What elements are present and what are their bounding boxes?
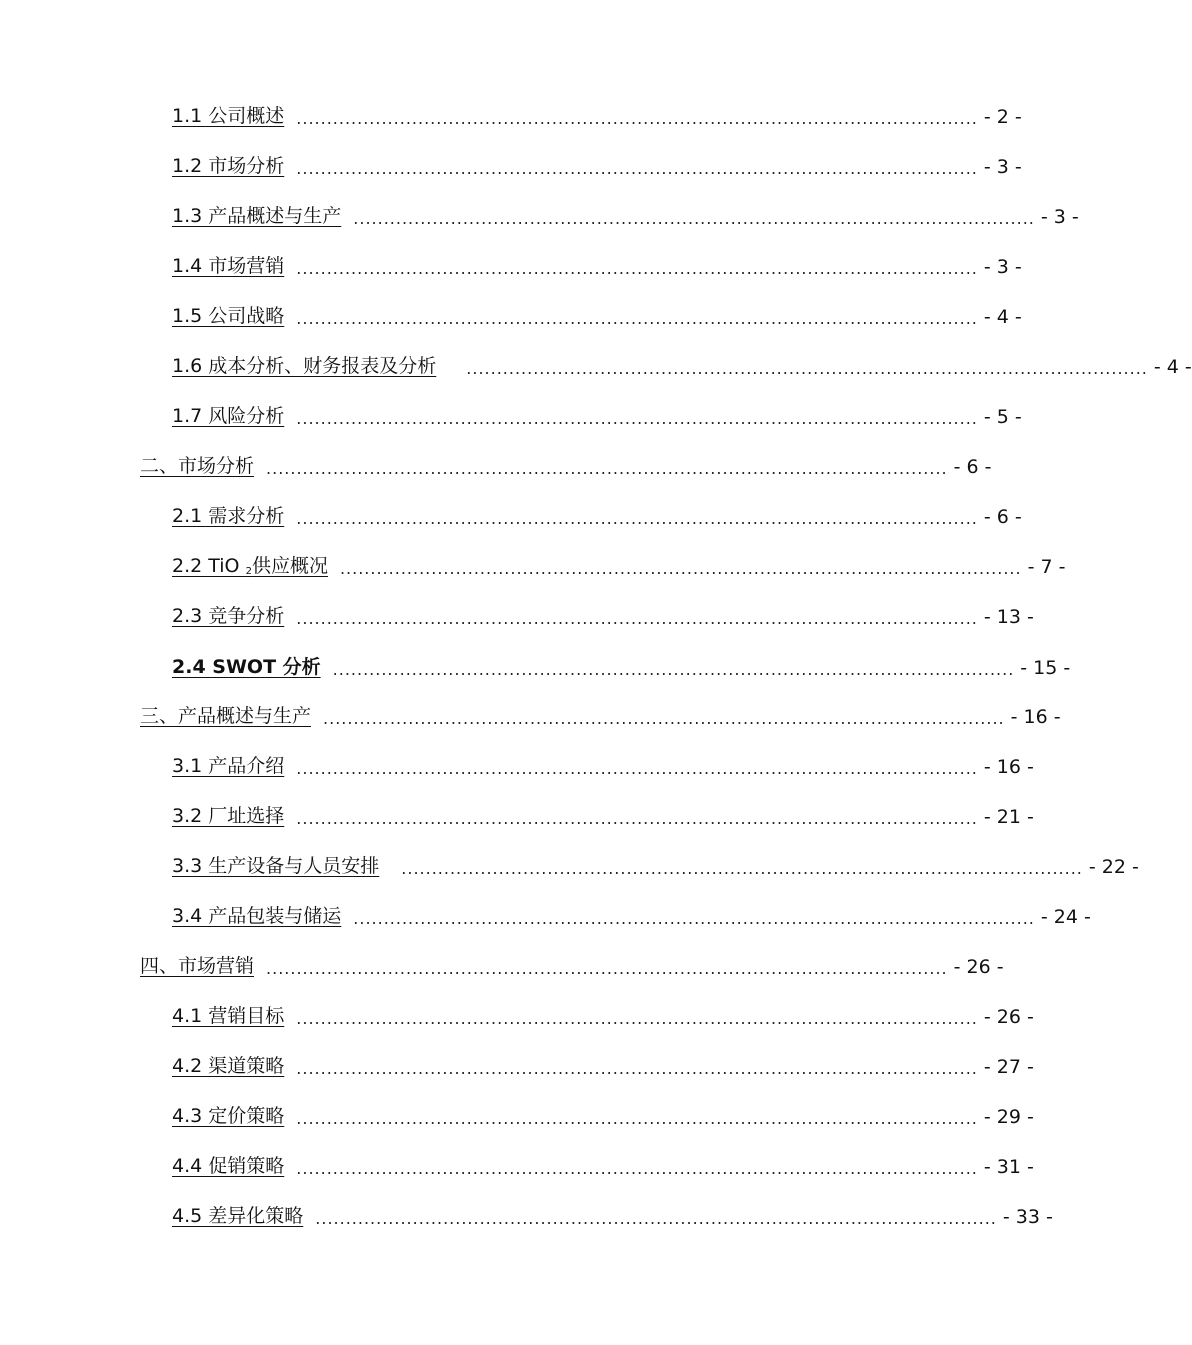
toc-leader: ................................................................................................................ bbox=[296, 309, 978, 328]
toc-entry-label: 2.3 竞争分析 bbox=[172, 605, 285, 627]
toc-leader: ................................................................................................................ bbox=[332, 660, 1015, 679]
toc-leader: ................................................................................................................ bbox=[296, 409, 978, 428]
toc-entry-label: 1.2 市场分析 bbox=[172, 155, 285, 177]
toc-entry[interactable] bbox=[172, 500, 1022, 528]
toc-leader: ................................................................................................................ bbox=[296, 759, 978, 778]
toc-entry[interactable] bbox=[172, 150, 1022, 178]
toc-page-number: - 26 - bbox=[953, 956, 1004, 978]
toc-page-number: - 6 - bbox=[983, 506, 1022, 528]
toc-page-number: - 26 - bbox=[983, 1006, 1034, 1028]
toc-leader: ................................................................................................................ bbox=[296, 1109, 978, 1128]
toc-entry-label: 四、市场营销 bbox=[140, 955, 255, 977]
toc-leader: ................................................................................................................ bbox=[401, 859, 1083, 878]
toc-page-number: - 15 - bbox=[1020, 657, 1071, 679]
toc-chapter-entry[interactable] bbox=[140, 450, 992, 478]
toc-entry[interactable] bbox=[172, 750, 1034, 778]
toc-entry[interactable] bbox=[172, 1000, 1034, 1028]
toc-entry-label: 二、市场分析 bbox=[140, 455, 255, 477]
toc-entry-label: 4.5 差异化策略 bbox=[172, 1205, 304, 1227]
toc-entry-label: 2.1 需求分析 bbox=[172, 505, 285, 527]
toc-leader: ................................................................................................................ bbox=[466, 359, 1148, 378]
toc-leader: ................................................................................................................ bbox=[296, 1009, 978, 1028]
toc-entry[interactable] bbox=[172, 1050, 1034, 1078]
toc-entry[interactable] bbox=[172, 550, 1066, 578]
toc-entry-label: 1.7 风险分析 bbox=[172, 405, 285, 427]
toc-leader: ................................................................................................................ bbox=[296, 609, 978, 628]
toc-entry-label: 4.3 定价策略 bbox=[172, 1105, 285, 1127]
toc-leader: ................................................................................................................ bbox=[353, 909, 1035, 928]
toc-page-number: - 7 - bbox=[1027, 556, 1066, 578]
toc-entry[interactable] bbox=[172, 850, 1139, 878]
toc-entry[interactable] bbox=[172, 600, 1034, 628]
toc-entry-label: 3.2 厂址选择 bbox=[172, 805, 285, 827]
toc-leader: ................................................................................................................ bbox=[266, 959, 948, 978]
toc-page-number: - 4 - bbox=[1153, 356, 1192, 378]
toc-entry[interactable] bbox=[172, 200, 1079, 228]
toc-page-number: - 27 - bbox=[983, 1056, 1034, 1078]
toc-page-number: - 3 - bbox=[983, 156, 1022, 178]
toc-entry[interactable] bbox=[172, 400, 1022, 428]
toc-leader: ................................................................................................................ bbox=[296, 109, 978, 128]
toc-entry-label: 4.2 渠道策略 bbox=[172, 1055, 285, 1077]
toc-leader: ................................................................................................................ bbox=[296, 159, 978, 178]
toc-entry-label: 3.1 产品介绍 bbox=[172, 755, 285, 777]
toc-leader: ................................................................................................................ bbox=[296, 1159, 978, 1178]
toc-page-number: - 24 - bbox=[1040, 906, 1091, 928]
toc-entry-label: 3.3 生产设备与人员安排 bbox=[172, 855, 380, 877]
toc-label-tail: 供应概况 bbox=[251, 555, 328, 577]
toc-chapter-entry[interactable] bbox=[140, 700, 1061, 728]
toc-page-number: - 21 - bbox=[983, 806, 1034, 828]
toc-leader: ................................................................................................................ bbox=[315, 1209, 997, 1228]
toc-entry[interactable] bbox=[172, 800, 1034, 828]
toc-entry-label: 1.4 市场营销 bbox=[172, 255, 285, 277]
toc-leader: ................................................................................................................ bbox=[266, 459, 948, 478]
toc-page-number: - 31 - bbox=[983, 1156, 1034, 1178]
toc-page-number: - 6 - bbox=[953, 456, 992, 478]
toc-page-number: - 5 - bbox=[983, 406, 1022, 428]
toc-entry[interactable] bbox=[172, 1200, 1053, 1228]
toc-page-number: - 33 - bbox=[1002, 1206, 1053, 1228]
toc-chapter-entry[interactable] bbox=[140, 950, 1004, 978]
toc-entry-label: 1.5 公司战略 bbox=[172, 305, 285, 327]
toc-page-number: - 16 - bbox=[1010, 706, 1061, 728]
toc-entry[interactable] bbox=[172, 1150, 1034, 1178]
toc-entry[interactable] bbox=[172, 250, 1022, 278]
toc-leader: ................................................................................................................ bbox=[339, 559, 1022, 578]
toc-leader: ................................................................................................................ bbox=[323, 709, 1005, 728]
toc-page-number: - 3 - bbox=[1040, 206, 1079, 228]
toc-page-number: - 29 - bbox=[983, 1106, 1034, 1128]
toc-page-number: - 4 - bbox=[983, 306, 1022, 328]
toc-entry[interactable] bbox=[172, 900, 1091, 928]
toc-entry-label: 1.3 产品概述与生产 bbox=[172, 205, 342, 227]
toc-leader: ................................................................................................................ bbox=[296, 259, 978, 278]
toc-page-number: - 22 - bbox=[1088, 856, 1139, 878]
toc-entry[interactable] bbox=[172, 100, 1022, 128]
toc-label-subscript: 2 bbox=[245, 566, 252, 577]
toc-leader: ................................................................................................................ bbox=[353, 209, 1035, 228]
toc-entry-label: 1.6 成本分析、财务报表及分析 bbox=[172, 355, 437, 377]
toc-leader: ................................................................................................................ bbox=[296, 509, 978, 528]
toc-entry-label: 4.4 促销策略 bbox=[172, 1155, 285, 1177]
toc-entry-label bbox=[172, 551, 338, 578]
toc-entry-label: 1.1 公司概述 bbox=[172, 105, 285, 127]
toc-leader: ................................................................................................................ bbox=[296, 809, 978, 828]
toc-entry[interactable] bbox=[172, 1100, 1034, 1128]
toc-entry-label: 4.1 营销目标 bbox=[172, 1005, 285, 1027]
toc-page-number: - 16 - bbox=[983, 756, 1034, 778]
toc-page-number: - 13 - bbox=[983, 606, 1034, 628]
toc-label-main: 2.2 TiO bbox=[172, 555, 240, 577]
toc-page-number: - 3 - bbox=[983, 256, 1022, 278]
toc-entry[interactable] bbox=[172, 300, 1022, 328]
toc-entry-label: 2.4 SWOT 分析 bbox=[172, 656, 321, 678]
toc-entry[interactable] bbox=[172, 651, 1071, 679]
toc-leader: ................................................................................................................ bbox=[296, 1059, 978, 1078]
toc-entry-label: 三、产品概述与生产 bbox=[140, 705, 312, 727]
toc-entry-label: 3.4 产品包装与储运 bbox=[172, 905, 342, 927]
toc-page-number: - 2 - bbox=[983, 106, 1022, 128]
toc-entry[interactable] bbox=[172, 350, 1192, 378]
